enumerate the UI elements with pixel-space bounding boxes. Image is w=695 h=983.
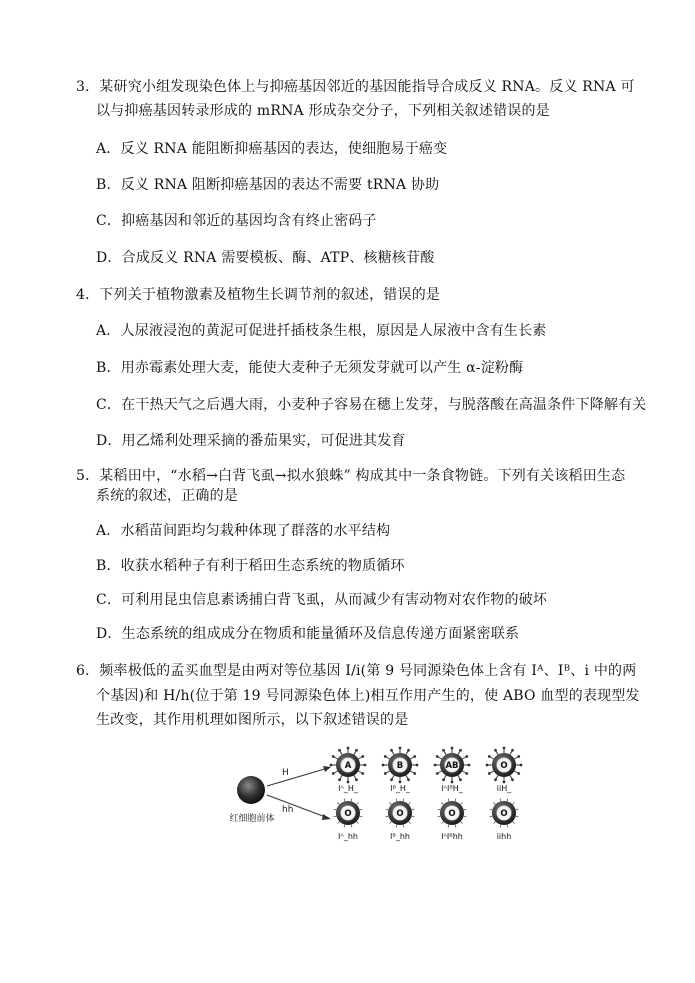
q6-stem-line1: 6．频率极低的孟买血型是由两对等位基因 I/i(第 9 号同源染色体上含有 Iᴬ、Iᴮ、i 中的两 — [76, 663, 637, 679]
q5-option-b: B．收获水稻种子有利于稻田生态系统的物质循环 — [96, 558, 405, 574]
top-row-cell-1 — [330, 747, 367, 793]
blood-type-label: O — [396, 809, 404, 820]
top-row-cell-3 — [434, 747, 471, 793]
genotype-label: Iᴮ_hh — [390, 832, 410, 841]
q3-stem-line1: 3．某研究小组发现染色体上与抑癌基因邻近的基因能指导合成反义 RNA。反义 RNA 可 — [76, 79, 635, 95]
genotype-label: Iᴮ_H_ — [390, 784, 410, 793]
genotype-label: Iᴬ_H_ — [338, 784, 358, 793]
top-row-cell-4 — [486, 747, 523, 793]
q6-stem-line3: 生改变，其作用机理如图所示，以下叙述错误的是 — [96, 712, 409, 728]
q6-stem-line2: 个基因)和 H/h(位于第 19 号同源染色体上)相互作用产生的，使 ABO 血型的表现型发 — [96, 688, 640, 704]
genotype-label: IᴬIᴮhh — [441, 832, 463, 841]
q5-option-c: C．可利用昆虫信息素诱捕白背飞虱，从而减少有害动物对农作物的破坏 — [96, 592, 548, 608]
q3-stem-line2: 以与抑癌基因转录形成的 mRNA 形成杂交分子，下列相关叙述错误的是 — [96, 103, 550, 119]
bottom-row-cells — [334, 799, 519, 841]
q4-option-d: D．用乙烯利处理采摘的番茄果实，可促进其发育 — [96, 433, 406, 449]
pathway-arrows — [267, 768, 328, 818]
q5-stem-line2: 系统的叙述，正确的是 — [96, 488, 238, 504]
bottom-row-cell-1 — [334, 799, 363, 841]
genotype-label: iihh — [496, 832, 512, 841]
genotype-label: iiH_ — [496, 784, 512, 793]
q4-stem-line1: 4．下列关于植物激素及植物生长调节剂的叙述，错误的是 — [76, 287, 441, 303]
blood-type-label: O — [448, 809, 456, 820]
blood-type-figure — [210, 742, 540, 846]
genotype-label: IᴬIᴮH_ — [441, 784, 463, 793]
q3-option-b: B．反义 RNA 阻断抑癌基因的表达不需要 tRNA 协助 — [96, 177, 440, 193]
q5-option-a: A．水稻苗间距均匀栽种体现了群落的水平结构 — [96, 523, 391, 539]
top-row-cell-2 — [382, 747, 419, 793]
q4-option-c: C．在干热天气之后遇大雨，小麦种子容易在穗上发芽，与脱落酸在高温条件下降解有关 — [96, 397, 647, 413]
genotype-label: Iᴬ_hh — [338, 832, 358, 841]
q5-stem-line1: 5．某稻田中，“水稻→白背飞虱→拟水狼蛛” 构成其中一条食物链。下列有关该稻田生态 — [76, 468, 626, 484]
blood-type-label: O — [344, 809, 352, 820]
bottom-row-cell-4 — [490, 799, 519, 841]
precursor-label: 红细胞前体 — [229, 814, 275, 824]
arrow-label-H: H — [282, 768, 289, 778]
q5-option-d: D．生态系统的组成成分在物质和能量循环及信息传递方面紧密联系 — [96, 626, 520, 642]
blood-type-label: AB — [445, 761, 459, 772]
q3-option-a: A．反义 RNA 能阻断抑癌基因的表达，使细胞易于癌变 — [96, 141, 448, 157]
q3-option-c: C．抑癌基因和邻近的基因均含有终止密码子 — [96, 213, 377, 229]
blood-type-label: B — [396, 761, 404, 772]
q4-option-b: B．用赤霉素处理大麦，能使大麦种子无须发芽就可以产生 α-淀粉酶 — [96, 360, 524, 376]
precursor-cell-icon — [237, 776, 265, 804]
q4-option-a: A．人尿液浸泡的黄泥可促进扦插枝条生根，原因是人尿液中含有生长素 — [96, 323, 547, 339]
q3-option-d: D．合成反义 RNA 需要模板、酶、ATP、核糖核苷酸 — [96, 250, 435, 266]
top-row-cells — [330, 747, 523, 793]
blood-type-label: O — [500, 761, 508, 772]
arrow-head-bottom-icon — [322, 814, 331, 820]
bottom-row-cell-2 — [386, 799, 415, 841]
arrow-label-hh: hh — [282, 805, 294, 815]
bottom-row-cell-3 — [438, 799, 467, 841]
arrow-head-top-icon — [323, 766, 331, 772]
blood-type-label: O — [500, 809, 508, 820]
blood-type-label: A — [344, 761, 352, 772]
